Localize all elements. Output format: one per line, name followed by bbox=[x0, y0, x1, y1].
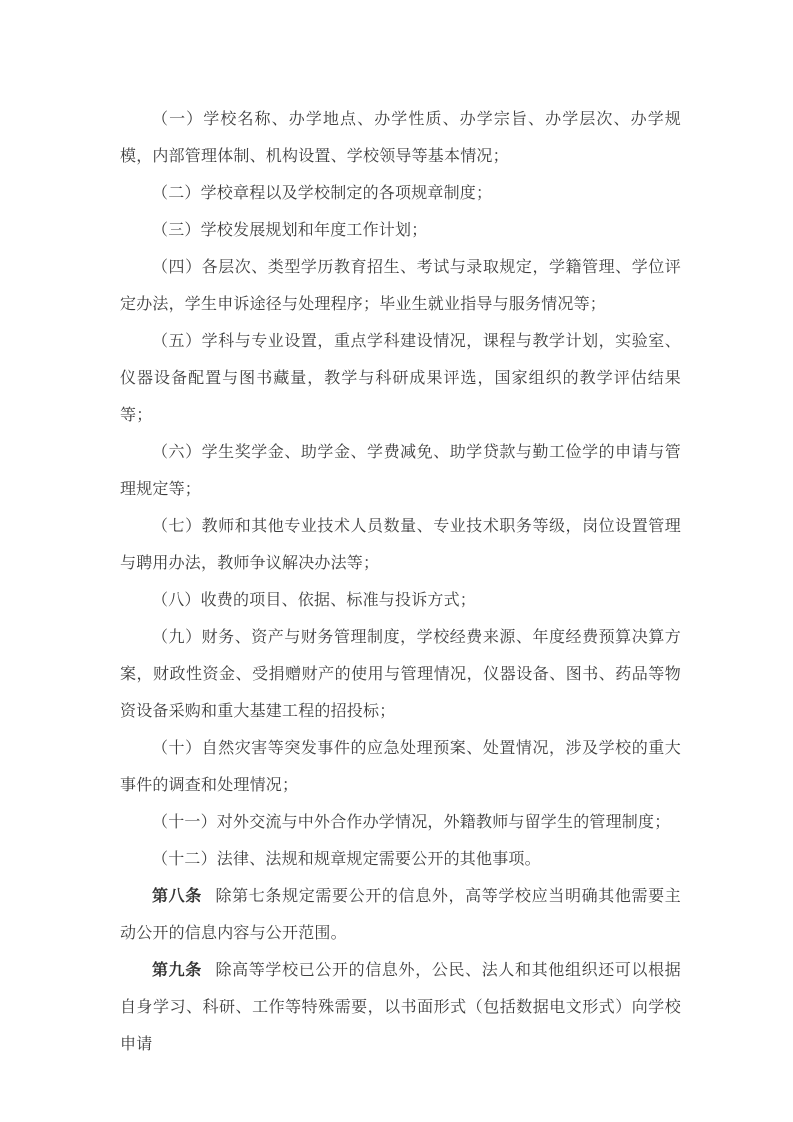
clause-item-11: （十一）对外交流与中外合作办学情况，外籍教师与留学生的管理制度； bbox=[152, 814, 671, 831]
clause-item-2: （二）学校章程以及学校制定的各项规章制度； bbox=[152, 185, 493, 202]
article-9-text: 除高等学校已公开的信息外，公民、法人和其他组织还可以根据自身学习、科研、工作等特殊需要，以书面形式（包括数据电文形式）向学校申请 bbox=[120, 962, 681, 1053]
article-9-label: 第九条 bbox=[152, 962, 202, 979]
clause-item-7: （七）教师和其他专业技术人员数量、专业技术职务等级，岗位设置管理与聘用办法，教师争议解决办法等； bbox=[120, 518, 681, 572]
clause-item-6: （六）学生奖学金、助学金、学费减免、助学贷款与勤工俭学的申请与管理规定等； bbox=[120, 444, 681, 498]
article-9-paragraph bbox=[120, 952, 681, 1063]
clause-item-3: （三）学校发展规划和年度工作计划； bbox=[152, 222, 428, 239]
clause-item-4: （四）各层次、类型学历教育招生、考试与录取规定，学籍管理、学位评定办法，学生申诉途径与处理程序；毕业生就业指导与服务情况等； bbox=[120, 259, 681, 313]
clause-item-8: （八）收费的项目、依据、标准与投诉方式； bbox=[152, 592, 477, 609]
article-8-label: 第八条 bbox=[152, 888, 202, 905]
article-8-paragraph bbox=[120, 878, 681, 952]
article-8-text: 除第七条规定需要公开的信息外，高等学校应当明确其他需要主动公开的信息内容与公开范围。 bbox=[120, 888, 681, 942]
clause-item-12: （十二）法律、法规和规章规定需要公开的其他事项。 bbox=[152, 851, 541, 868]
clause-item-10: （十）自然灾害等突发事件的应急处理预案、处置情况，涉及学校的重大事件的调查和处理情况； bbox=[120, 740, 681, 794]
clause-item-1: （一）学校名称、办学地点、办学性质、办学宗旨、办学层次、办学规模，内部管理体制、机构设置、学校领导等基本情况； bbox=[120, 111, 681, 165]
clause-item-9: （九）财务、资产与财务管理制度，学校经费来源、年度经费预算决算方案，财政性资金、受捐赠财产的使用与管理情况，仪器设备、图书、药品等物资设备采购和重大基建工程的招投标； bbox=[120, 629, 681, 720]
clause-item-5: （五）学科与专业设置，重点学科建设情况，课程与教学计划，实验室、仪器设备配置与图书藏量，教学与科研成果评选，国家组织的教学评估结果等； bbox=[120, 333, 681, 424]
